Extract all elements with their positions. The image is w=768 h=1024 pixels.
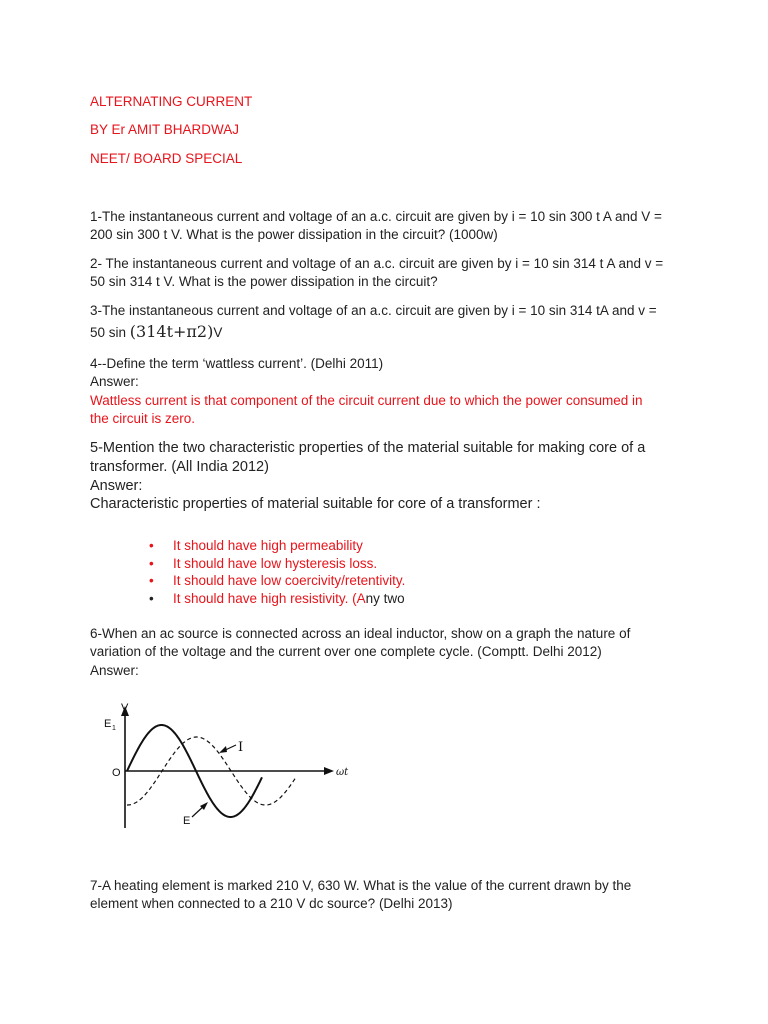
q6-line2: variation of the voltage and the current over one complete cycle. (Comptt. Delhi 2012) — [90, 644, 602, 659]
q5-line1: 5-Mention the two characteristic properties of the material suitable for making core of a — [90, 440, 646, 456]
list-item: • It should have high resistivity. (Any two — [149, 590, 405, 606]
voltage-current-graph — [100, 700, 360, 835]
q3-line2 — [90, 323, 690, 342]
q1-line2: 200 sin 300 t V. What is the power dissipation in the circuit? (1000w) — [90, 227, 498, 242]
q6-answer-label: Answer: — [90, 663, 139, 678]
q5-line2: transformer. (All India 2012) — [90, 459, 269, 475]
list-item: • It should have low hysteresis loss. — [149, 555, 378, 571]
q4-answer-line2: the circuit is zero. — [90, 411, 196, 426]
x-axis-label: ωt — [336, 767, 349, 778]
emf-label: E — [183, 815, 191, 827]
q2-line2: 50 sin 314 t V. What is the power dissipation in the circuit? — [90, 274, 438, 289]
doc-author: BY Er AMIT BHARDWAJ — [90, 122, 240, 137]
emf-axis-label: E — [104, 718, 112, 730]
list-item: • It should have low coercivity/retentivity. — [149, 573, 406, 588]
origin-label: O — [112, 767, 121, 779]
current-pointer-arrow-icon — [219, 746, 227, 753]
q4-question: 4--Define the term ‘wattless current’. (Delhi 2011) — [90, 356, 384, 371]
current-label: I — [238, 740, 244, 755]
bullet-icon: • — [149, 573, 154, 588]
emf-axis-subscript: 1 — [112, 725, 116, 732]
q2-line1: 2- The instantaneous current and voltage of an a.c. circuit are given by i = 10 sin 314 t A and v = — [90, 256, 664, 271]
list-item: • It should have high permeability — [149, 538, 363, 553]
x-axis-arrow-icon — [324, 767, 334, 775]
q3-suffix: V — [213, 325, 223, 340]
q5-bullet-list — [145, 537, 405, 607]
q7-line2: element when connected to a 210 V dc source? (Delhi 2013) — [90, 896, 453, 911]
doc-title: ALTERNATING CURRENT — [90, 94, 253, 109]
q5-answer-label: Answer: — [90, 478, 143, 494]
bullet-icon: • — [149, 555, 154, 571]
q3-phase-expression: (314t+π2) — [129, 322, 214, 341]
q3-line1: 3-The instantaneous current and voltage of an a.c. circuit are given by i = 10 sin 314 tA and v = — [90, 303, 657, 318]
q1-line1: 1-The instantaneous current and voltage of an a.c. circuit are given by i = 10 sin 300 t A and V = — [90, 209, 662, 224]
q7-line1: 7-A heating element is marked 210 V, 630 W. What is the value of the current drawn by the — [90, 878, 632, 893]
q3-prefix: 50 sin — [90, 325, 130, 340]
bullet-icon: • — [149, 590, 154, 606]
bullet-icon: • — [149, 538, 154, 553]
q4-answer-line1: Wattless current is that component of the circuit current due to which the power consumed in — [90, 393, 643, 408]
y-axis-label: V — [121, 702, 129, 714]
q4-answer-label: Answer: — [90, 374, 139, 389]
q5-answer-intro: Characteristic properties of material suitable for core of a transformer : — [90, 496, 541, 512]
q6-line1: 6-When an ac source is connected across an ideal inductor, show on a graph the nature of — [90, 626, 631, 641]
doc-tag: NEET/ BOARD SPECIAL — [90, 151, 243, 166]
